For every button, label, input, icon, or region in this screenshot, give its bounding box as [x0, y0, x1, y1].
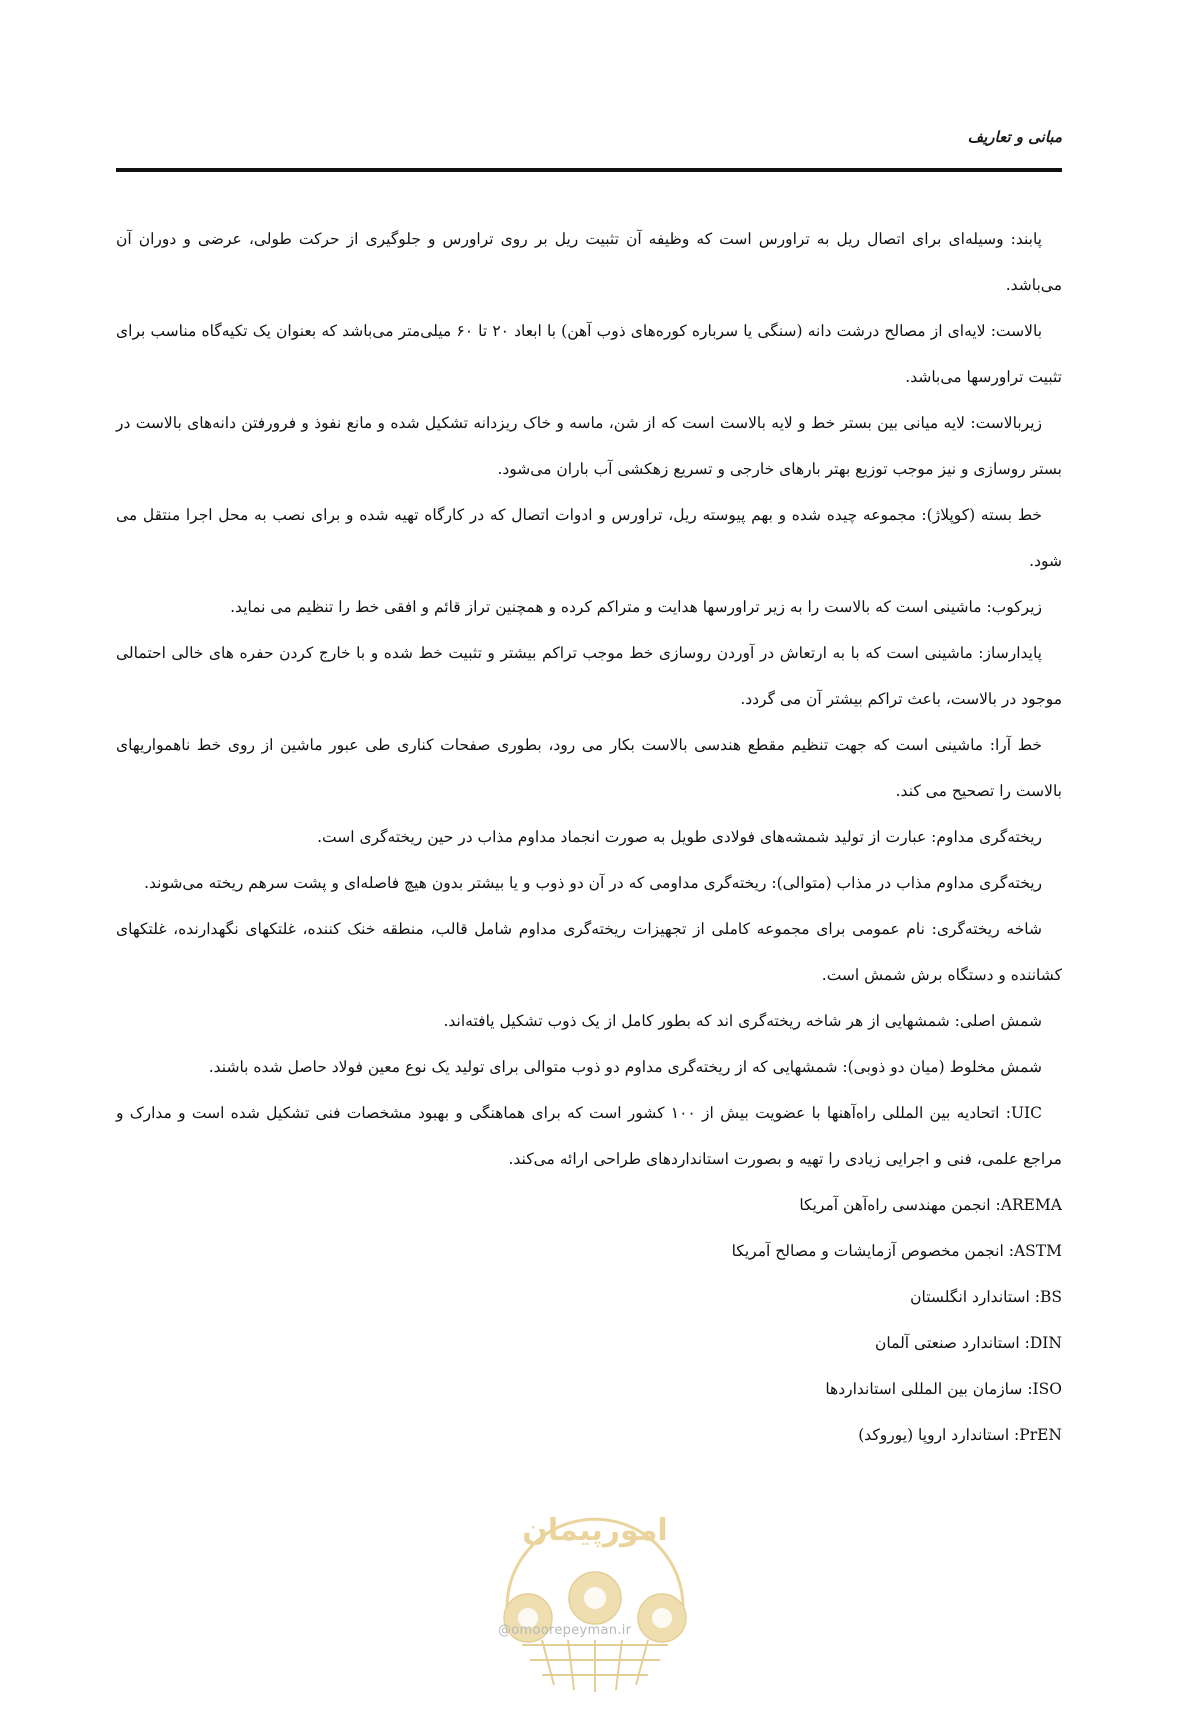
- paragraph-sequence-casting: ریخته‌گری مداوم مذاب در مذاب (متوالی): ریخته‌گری مداومی که در آن دو ذوب و یا بیشتر بدون هیچ فاصله‌ای و پشت سرهم ریخته می‌شوند.: [144, 874, 1042, 892]
- paragraph-main-bloom: شمش اصلی: شمشهایی از هر شاخه ریخته‌گری اند که بطور کامل از یک ذوب تشکیل یافته‌اند.: [443, 1012, 1042, 1030]
- paragraph-regulator: خط آرا: ماشینی است که جهت تنظیم مقطع هندسی بالاست بکار می رود، بطوری صفحات کناری طی عبور ماشین از روی خط ناهمواریهای بالاست را تصحیح می کند.: [116, 736, 1062, 800]
- abbreviation-list: [116, 1182, 1062, 1458]
- watermark-url: @omoorepeyman.ir: [498, 1623, 632, 1638]
- abbreviation-text: ASTM: انجمن مخصوص آزمایشات و مصالح آمریکا: [731, 1242, 1062, 1260]
- page-header: [116, 128, 1062, 172]
- paragraph-casting-strand: شاخه ریخته‌گری: نام عمومی برای مجموعه کاملی از تجهیزات ریخته‌گری مداوم شامل قالب، منطقه خنک کننده، غلتکهای نگهدارنده، غلتکهای کشاننده و دستگاه برش شمش است.: [116, 920, 1062, 984]
- watermark-logo-text: امورپیمان: [522, 1513, 668, 1548]
- watermark-grid-icon: [522, 1640, 668, 1692]
- page-content: [116, 216, 1062, 1458]
- paragraph-continuous-casting: ریخته‌گری مداوم: عبارت از تولید شمشه‌های فولادی طویل به صورت انجماد مداوم مذاب در حین ریخته‌گری است.: [317, 828, 1042, 846]
- paragraph-coupled-track: خط بسته (کوپلاژ): مجموعه چیده شده و بهم پیوسته ریل، تراورس و ادوات اتصال که در کارگاه تهیه شده و برای نصب به محل اجرا منتقل می شود.: [116, 506, 1062, 570]
- abbreviation-bs: [116, 1274, 1062, 1320]
- abbreviation-text: PrEN: استاندارد اروپا (یوروکد): [858, 1426, 1062, 1444]
- paragraph-uic: UIC: اتحادیه بین المللی راه‌آهنها با عضویت بیش از ۱۰۰ کشور است که برای هماهنگی و بهبود مشخصات فنی تشکیل شده است و مدارک و مراجع علمی، فنی و اجرایی زیادی را تهیه و بصورت استانداردهای طراحی ارائه می‌کند.: [116, 1104, 1062, 1168]
- paragraph-pabnd: پابند: وسیله‌ای برای اتصال ریل به تراورس است که وظیفه آن تثبیت ریل بر روی تراورس و جلوگیری از حرکت طولی، عرضی و دوران آن می‌باشد.: [116, 230, 1062, 294]
- abbreviation-text: DIN: استاندارد صنعتی آلمان: [875, 1334, 1062, 1352]
- paragraph-subballast: زیربالاست: لایه میانی بین بستر خط و لایه بالاست است که از شن، ماسه و خاک ریزدانه تشکیل شده و مانع نفوذ و فرورفتن دانه‌های بالاست در بستر روسازی و نیز موجب توزیع بهتر بارهای خارجی و تسریع زهکشی آب باران می‌شود.: [116, 414, 1062, 478]
- abbreviation-iso: [116, 1366, 1062, 1412]
- abbreviation-text: BS: استاندارد انگلستان: [910, 1288, 1062, 1306]
- abbreviation-text: ISO: سازمان بین المللی استانداردها: [825, 1380, 1062, 1398]
- watermark-logo: [480, 1480, 710, 1730]
- paragraph-tamper: زیرکوب: ماشینی است که بالاست را به زیر تراورسها هدایت و متراکم کرده و همچنین تراز قائم و افقی خط را تنظیم می نماید.: [230, 598, 1042, 616]
- paragraph-stabilizer: پایدارساز: ماشینی است که با به ارتعاش در آوردن روسازی خط موجب تراکم بیشتر و تثبیت خط شده و با خارج کردن حفره های خالی احتمالی موجود در بالاست، باعث تراکم بیشتر آن می گردد.: [116, 644, 1062, 708]
- paragraph-ballast: بالاست: لایه‌ای از مصالح درشت دانه (سنگی یا سرباره کوره‌های ذوب آهن) با ابعاد ۲۰ تا ۶۰ میلی‌متر می‌باشد که بعنوان یک تکیه‌گاه مناسب برای تثبیت تراورسها می‌باشد.: [116, 322, 1062, 386]
- abbreviation-text: AREMA: انجمن مهندسی راه‌آهن آمریکا: [799, 1196, 1062, 1214]
- abbreviation-din: [116, 1320, 1062, 1366]
- header-rule: [116, 168, 1062, 172]
- abbreviation-arema: [116, 1182, 1062, 1228]
- paragraph-mixed-bloom: شمش مخلوط (میان دو ذوبی): شمشهایی که از ریخته‌گری مداوم دو ذوب متوالی برای تولید یک نوع معین فولاد حاصل شده باشند.: [208, 1058, 1042, 1076]
- abbreviation-pren: [116, 1412, 1062, 1458]
- header-title: مبانی و تعاریف: [967, 128, 1062, 146]
- abbreviation-astm: [116, 1228, 1062, 1274]
